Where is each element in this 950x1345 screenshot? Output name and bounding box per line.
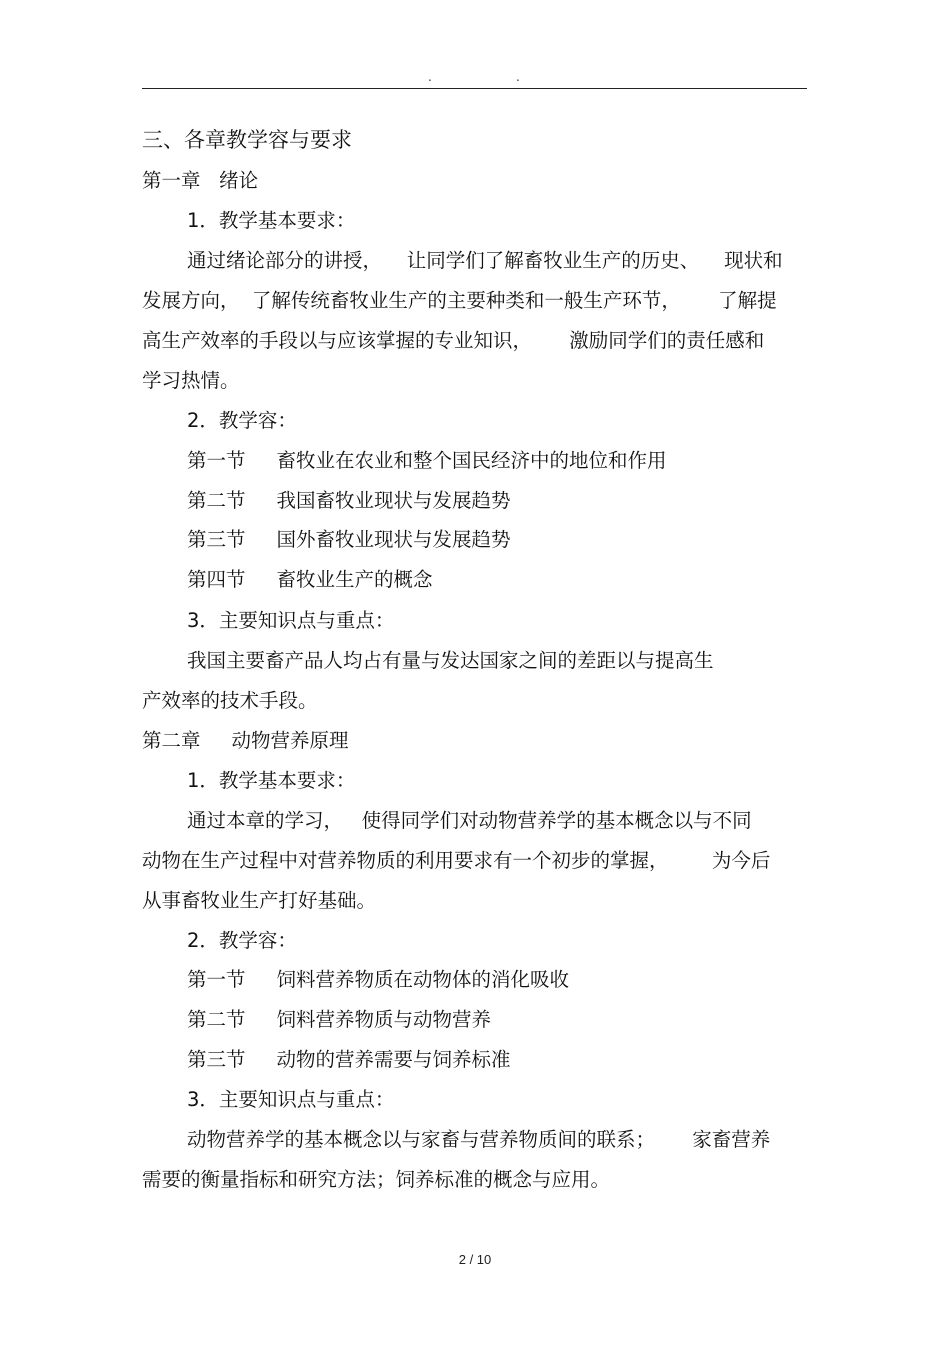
ch2-section-2: 第二节 饲料营养物质与动物营养 [187,1008,491,1031]
ch2-keypoints-line: 动物营养学的基本概念以与家畜与营养物质间的联系； 家畜营养 [187,1128,771,1151]
header-dot-left: . [428,70,432,84]
page-number: 2 / 10 [458,1252,492,1267]
ch1-paragraph-line: 通过绪论部分的讲授， 让同学们了解畜牧业生产的历史、 现状和 [187,249,783,272]
ch1-keypoints-line: 产效率的技术手段。 [142,689,318,712]
ch1-section-1: 第一节 畜牧业在农业和整个国民经济中的地位和作用 [187,449,667,472]
chapter-2-title: 第二章 动物营养原理 [142,729,349,752]
ch1-paragraph-line: 发展方向， 了解传统畜牧业生产的主要种类和一般生产环节， 了解提 [142,289,777,312]
page-header [0,70,950,84]
ch1-item-2-heading: 2．教学容： [187,409,297,432]
ch1-section-3: 第三节 国外畜牧业现状与发展趋势 [187,528,511,551]
ch2-item-1-heading: 1．教学基本要求： [187,769,356,792]
ch1-paragraph-line: 学习热情。 [142,369,240,392]
ch2-paragraph-line: 通过本章的学习， 使得同学们对动物营养学的基本概念以与不同 [187,809,752,832]
header-rule [142,88,807,89]
header-dot-right: . [516,70,520,84]
ch2-section-1: 第一节 饲料营养物质在动物体的消化吸收 [187,968,569,991]
ch2-keypoints-line: 需要的衡量指标和研究方法；饲养标准的概念与应用。 [142,1168,611,1191]
ch1-item-1-heading: 1．教学基本要求： [187,209,356,232]
ch2-paragraph-line: 从事畜牧业生产打好基础。 [142,889,377,912]
ch1-paragraph-line: 高生产效率的手段以与应该掌握的专业知识， 激励同学们的责任感和 [142,329,765,352]
ch2-section-3: 第三节 动物的营养需要与饲养标准 [187,1048,511,1071]
ch1-section-4: 第四节 畜牧业生产的概念 [187,568,433,591]
ch1-section-2: 第二节 我国畜牧业现状与发展趋势 [187,489,511,512]
ch1-item-3-heading: 3．主要知识点与重点： [187,609,395,632]
section-heading: 三、各章教学容与要求 [142,128,352,152]
ch2-item-2-heading: 2．教学容： [187,929,297,952]
ch1-keypoints-line: 我国主要畜产品人均占有量与发达国家之间的差距以与提高生 [187,649,714,672]
ch2-paragraph-line: 动物在生产过程中对营养物质的利用要求有一个初步的掌握， 为今后 [142,849,771,872]
chapter-1-title: 第一章 绪论 [142,169,259,192]
ch2-item-3-heading: 3．主要知识点与重点： [187,1088,395,1111]
